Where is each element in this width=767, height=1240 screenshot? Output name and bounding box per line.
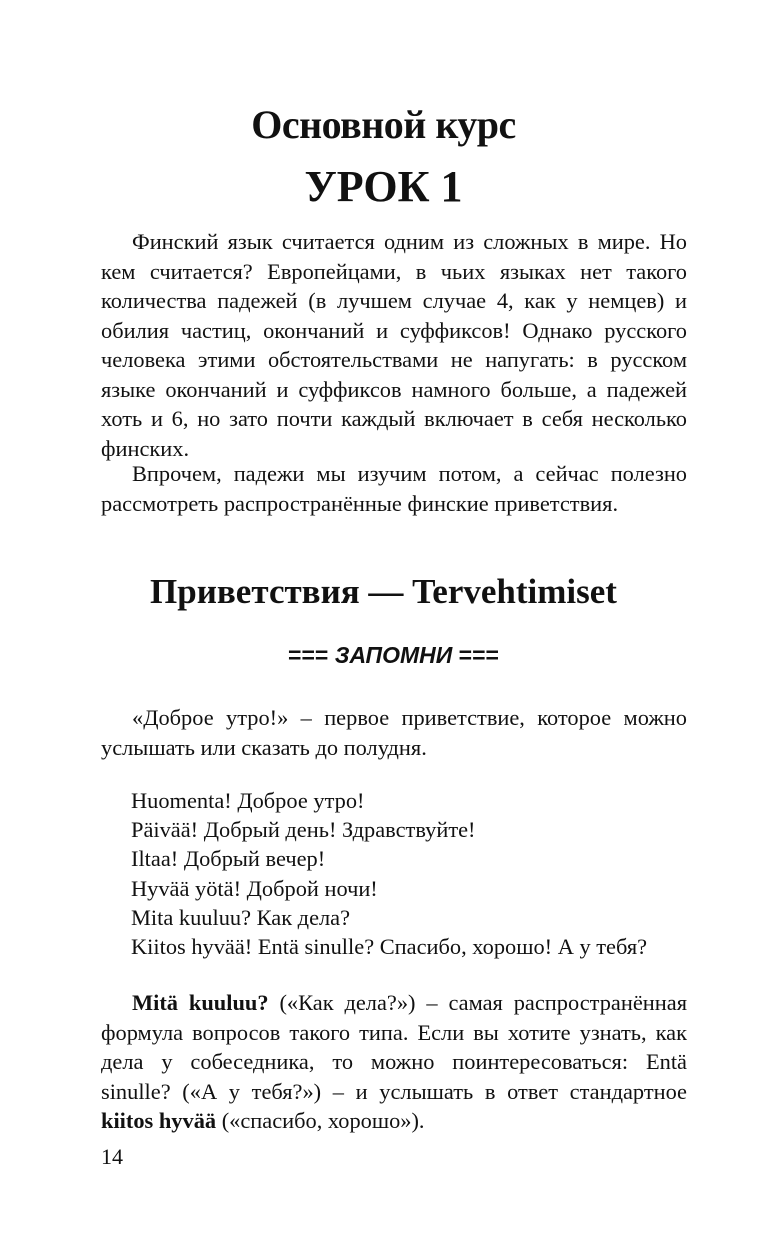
lesson-title: УРОК 1 [304, 162, 463, 211]
explanation-text-1: («Как дела?») – самая распространённая формула вопросов такого типа. Если вы хотите узнать, как дела у собеседника, то можно поинтересоваться: Entä sinulle? («А у тебя?») – и услышать в ответ стандартное [101, 990, 687, 1104]
remember-left-marks: === [288, 642, 329, 668]
explanation-paragraph [101, 988, 687, 1136]
course-title: Основной курс [251, 102, 516, 147]
greeting-intro-paragraph: «Доброе утро!» – первое приветствие, которое можно услышать или сказать до полудня. [101, 705, 687, 760]
term-kiitos-hyvaa: kiitos hyvää [101, 1108, 217, 1133]
remember-word: ЗАПОМНИ [334, 642, 453, 668]
term-mita-kuuluu: Mitä kuuluu? [132, 990, 269, 1015]
intro-paragraph-2: Впрочем, падежи мы изучим потом, а сейчас полезно рассмотреть распространённые финские приветствия. [101, 461, 687, 516]
phrase-item: Mita kuuluu? Как дела? [131, 904, 351, 930]
phrase-item: Hyvää yötä! Доброй ночи! [131, 875, 378, 901]
phrase-item: Huomenta! Доброе утро! [131, 788, 365, 813]
phrase-item: Kiitos hyvää! Entä sinulle? Спасибо, хорошо! А у тебя? [131, 934, 648, 960]
explanation-text-2: («спасибо, хорошо»). [216, 1108, 425, 1133]
remember-banner [0, 640, 767, 670]
page-number: 14 [101, 1144, 123, 1169]
remember-right-marks: === [458, 642, 499, 668]
section-title: Приветствия — Tervehtimiset [150, 572, 617, 611]
phrase-item: Iltaa! Добрый вечер! [131, 846, 326, 872]
phrase-list [131, 786, 711, 961]
intro-paragraph-1: Финский язык считается одним из сложных в мире. Но кем считается? Европейцами, в чьих языках нет такого количества падежей (в лучшем случае 4, как у немцев) и обилия частиц, окончаний и суффиксов! Однако русского человека этими обстоятельствами не напугать: в русском языке окончаний и суффиксов намного больше, а падежей хоть и 6, но зато почти каждый включает в себя несколько финских. [101, 229, 687, 461]
phrase-item: Päivää! Добрый день! Здравствуйте! [131, 817, 476, 843]
